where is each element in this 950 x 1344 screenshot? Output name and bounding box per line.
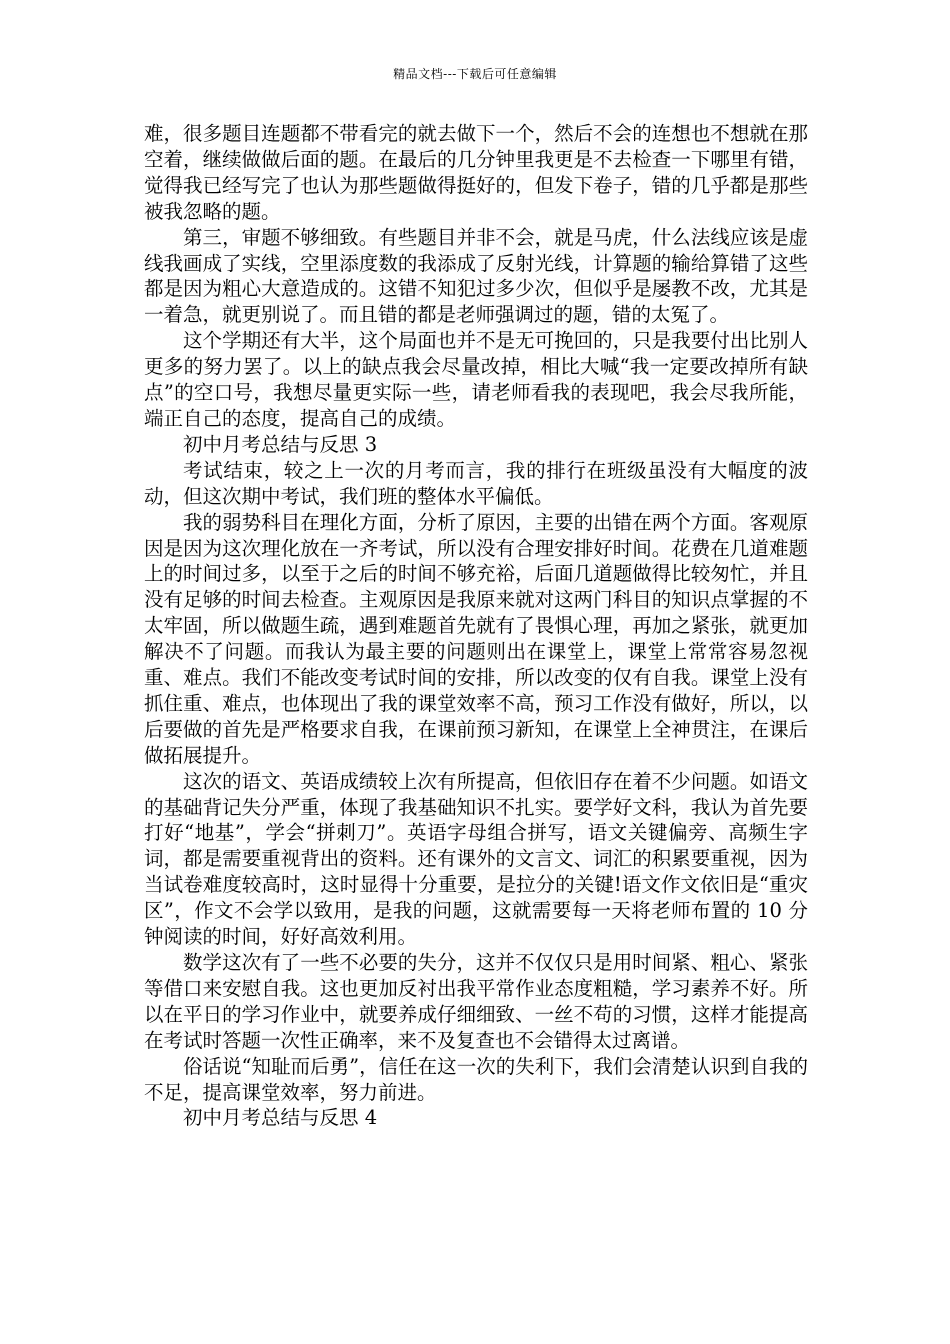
paragraph-1: 难，很多题目连题都不带看完的就去做下一个，然后不会的连想也不想就在那空着，继续做做后面的题。在最后的几分钟里我更是不去检查一下哪里有错，觉得我已经写完了也认为那些题做得挺好的，但发下卷子，错的几乎都是那些被我忽略的题。 (144, 122, 808, 223)
paragraph-6: 这次的语文、英语成绩较上次有所提高，但依旧存在着不少问题。如语文的基础背记失分严重，体现了我基础知识不扎实。要学好文科，我认为首先要打好“地基”，学会“拼刺刀”。英语字母组合拼写，语文关键偏旁、高频生字词，都是需要重视背出的资料。还有课外的文言文、词汇的积累要重视，因为当试卷难度较高时，这时显得十分重要，是拉分的关键!语文作文依旧是“重灾区”，作文不会学以致用，是我的问题，这就需要每一天将老师布置的 10 分钟阅读的时间，好好高效利用。 (144, 769, 808, 949)
section-heading-3: 初中月考总结与反思 3 (183, 432, 378, 456)
paragraph-8: 俗话说“知耻而后勇”，信任在这一次的失利下，我们会清楚认识到自我的不足，提高课堂效率，努力前进。 (144, 1054, 808, 1104)
paragraph-4: 考试结束，较之上一次的月考而言，我的排行在班级虽没有大幅度的波动，但这次期中考试，我们班的整体水平偏低。 (144, 458, 808, 508)
paragraph-7: 数学这次有了一些不必要的失分，这并不仅仅只是用时间紧、粗心、紧张等借口来安慰自我。这也更加反衬出我平常作业态度粗糙，学习素养不好。所以在平日的学习作业中，就要养成仔细细致、一丝不苟的习惯，这样才能提高在考试时答题一次性正确率，来不及复查也不会错得太过离谱。 (144, 951, 808, 1052)
paragraph-2: 第三，审题不够细致。有些题目并非不会，就是马虎，什么法线应该是虚线我画成了实线，空里添度数的我添成了反射光线，计算题的输给算错了这些都是因为粗心大意造成的。这错不知犯过多少次，但似乎是屡教不改，尤其是一着急，就更别说了。而且错的都是老师强调过的题，错的太冤了。 (144, 225, 808, 327)
document-body (144, 121, 808, 1131)
page-header: 精品文档---下载后可任意编辑 (393, 67, 557, 81)
paragraph-3: 这个学期还有大半，这个局面也并不是无可挽回的，只是我要付出比别人更多的努力罢了。以上的缺点我会尽量改掉，相比大喊“我一定要改掉所有缺点”的空口号，我想尽量更实际一些，请老师看我的表现吧，我会尽我所能，端正自己的态度，提高自己的成绩。 (144, 329, 808, 430)
section-heading-4: 初中月考总结与反思 4 (183, 1106, 378, 1130)
paragraph-5: 我的弱势科目在理化方面，分析了原因，主要的出错在两个方面。客观原因是因为这次理化放在一齐考试，所以没有合理安排好时间。花费在几道难题上的时间过多，以至于之后的时间不够充裕，后面几道题做得比较匆忙，并且没有足够的时间去检查。主观原因是我原来就对这两门科目的知识点掌握的不太牢固，所以做题生疏，遇到难题首先就有了畏惧心理，再加之紧张，就更加解决不了问题。而我认为最主要的问题则出在课堂上，课堂上常常容易忽视重、难点。我们不能改变考试时间的安排，所以改变的仅有自我。课堂上没有抓住重、难点，也体现出了我的课堂效率不高，预习工作没有做好，所以，以后要做的首先是严格要求自我，在课前预习新知，在课堂上全神贯注，在课后做拓展提升。 (144, 510, 808, 767)
